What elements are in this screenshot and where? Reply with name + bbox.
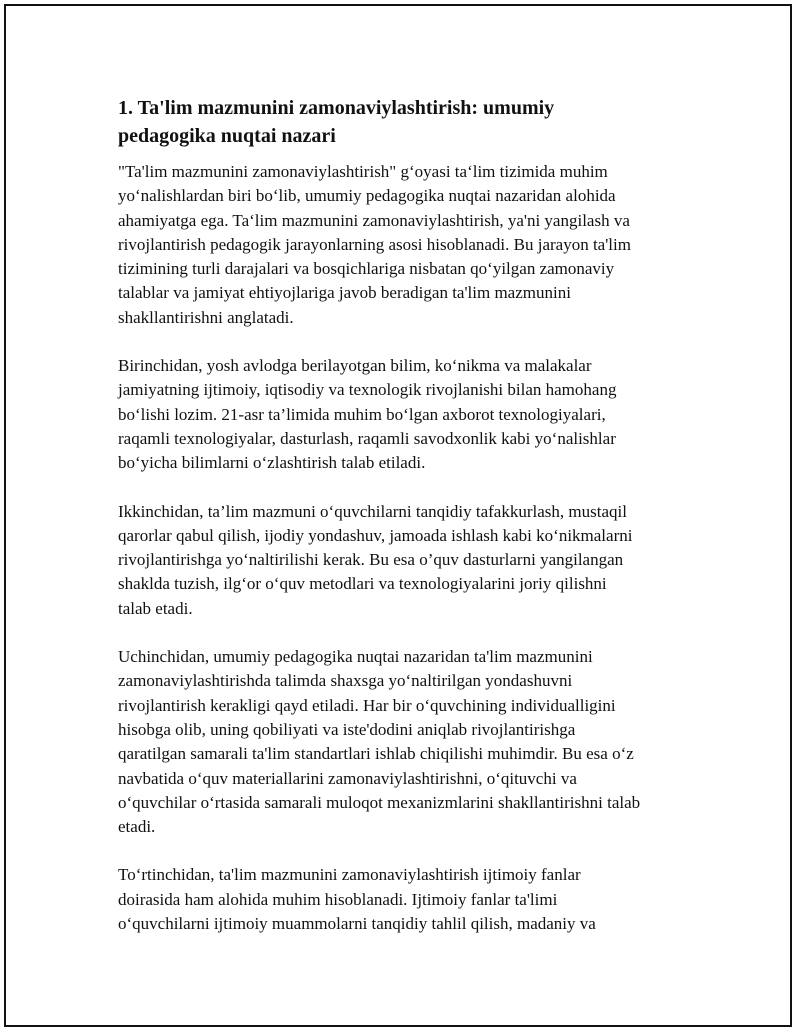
text-line: etadi. [118, 817, 156, 837]
text-line: shakllantirishni anglatadi. [118, 307, 294, 327]
text-line: rivojlantirish kerakligi qayd etiladi. Har bir o‘quvchining individualligini [118, 695, 616, 715]
text-line: talablar va jamiyat ehtiyojlariga javob beradigan ta'lim mazmunini [118, 283, 571, 303]
paragraph-second [118, 500, 698, 621]
document-body [118, 94, 698, 960]
text-line: "Ta'lim mazmunini zamonaviylashtirish" g‘oyasi ta‘lim tizimida muhim [118, 162, 608, 181]
text-line: ahamiyatga ega. Ta‘lim mazmunini zamonaviylashtirish, ya'ni yangilash va [118, 210, 630, 230]
text-line: rivojlantirishga yo‘naltirilishi kerak. Bu esa o’quv dasturlarni yangilangan [118, 550, 624, 570]
heading-line: 1. Ta'lim mazmunini zamonaviylashtirish: umumiy [118, 97, 555, 119]
text-line: tizimining turli darajalari va bosqichlariga nisbatan qo‘yilgan zamonaviy [118, 259, 615, 279]
paragraph-fourth [118, 863, 698, 936]
text-line: doirasida ham alohida muhim hisoblanadi. Ijtimoiy fanlar ta'limi [118, 889, 558, 909]
text-line: o‘quvchilarni ijtimoiy muammolarni tanqidiy tahlil qilish, madaniy va [118, 914, 596, 934]
text-line: qaratilgan samarali ta'lim standartlari ishlab chiqilishi muhimdir. Bu esa o‘z [118, 744, 634, 764]
paragraph-first [118, 354, 698, 475]
text-line: To‘rtinchidan, ta'lim mazmunini zamonaviylashtirish ijtimoiy fanlar [118, 865, 581, 885]
text-line: qarorlar qabul qilish, ijodiy yondashuv, jamoada ishlash kabi ko‘nikmalarni [118, 525, 633, 545]
heading-line: pedagogika nuqtai nazari [118, 125, 336, 147]
text-line: rivojlantirish pedagogik jarayonlarning asosi hisoblanadi. Bu jarayon ta'lim [118, 234, 631, 254]
paragraph-third [118, 645, 698, 839]
text-line: o‘quvchilar o‘rtasida samarali muloqot mexanizmlarini shakllantirishni talab [118, 792, 641, 812]
text-line: bo‘yicha bilimlarni o‘zlashtirish talab etiladi. [118, 453, 426, 473]
section-heading [118, 94, 698, 150]
text-line: shaklda tuzish, ilg‘or o‘quv metodlari va texnologiyalarini joriy qilishni [118, 574, 607, 594]
text-line: jamiyatning ijtimoiy, iqtisodiy va texnologik rivojlanishi bilan hamohang [118, 380, 617, 400]
text-line: hisobga olib, uning qobiliyati va iste'dodini aniqlab rivojlantirishga [118, 719, 576, 739]
text-line: zamonaviylashtirishda talimda shaxsga yo‘naltirilgan yondashuvni [118, 671, 573, 691]
text-line: yo‘nalishlardan biri bo‘lib, umumiy pedagogika nuqtai nazaridan alohida [118, 186, 616, 206]
text-line: bo‘lishi lozim. 21-asr ta’limida muhim bo‘lgan axborot texnologiyalari, [118, 404, 606, 424]
text-line: navbatida o‘quv materiallarini zamonaviylashtirishni, o‘qituvchi va [118, 768, 577, 788]
text-line: Birinchidan, yosh avlodga berilayotgan bilim, ko‘nikma va malakalar [118, 356, 592, 376]
text-line: Ikkinchidan, ta’lim mazmuni o‘quvchilarni tanqidiy tafakkurlash, mustaqil [118, 501, 627, 521]
text-line: raqamli texnologiyalar, dasturlash, raqamli savodxonlik kabi yo‘nalishlar [118, 428, 616, 448]
text-line: Uchinchidan, umumiy pedagogika nuqtai nazaridan ta'lim mazmunini [118, 647, 593, 667]
text-line: talab etadi. [118, 598, 193, 618]
paragraph-intro [118, 160, 698, 330]
